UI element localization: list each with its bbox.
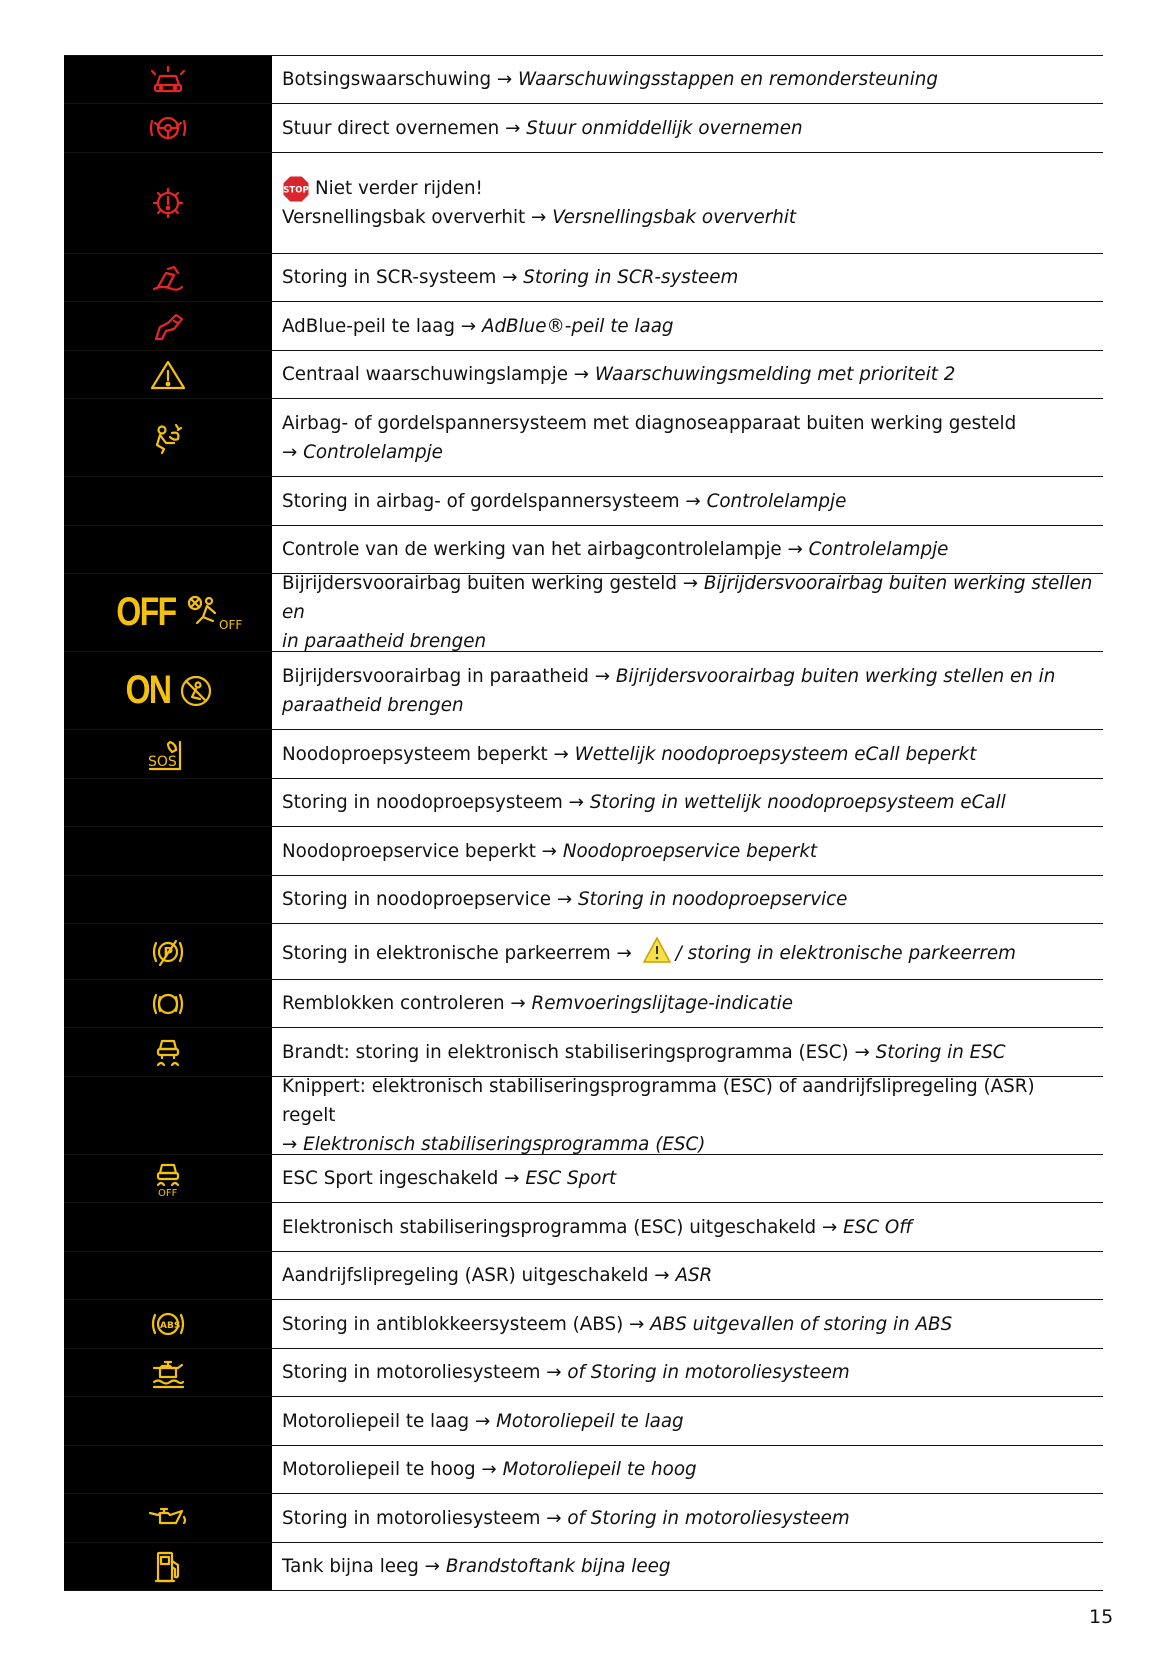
icon-cell-empty	[64, 1397, 272, 1445]
page-number: 15	[1089, 1606, 1114, 1628]
description-cell	[272, 399, 1103, 476]
table-row	[64, 1155, 1103, 1203]
steering-takeover-icon	[148, 113, 188, 143]
airbag-icon-cell	[64, 399, 272, 476]
description-line	[282, 1213, 1093, 1242]
description-cell	[272, 104, 1103, 152]
arrow-icon: →	[781, 539, 809, 560]
warning-text: AdBlue-peil te laag	[282, 315, 455, 337]
arrow-icon: →	[816, 1216, 844, 1238]
description-line	[282, 569, 1093, 627]
arrow-icon: →	[418, 1556, 446, 1577]
warning-text: Remblokken controleren	[282, 993, 505, 1014]
description-line	[282, 788, 1093, 817]
oil-can-icon	[146, 1503, 190, 1533]
warning-text: Noodoproepsysteem beperkt	[282, 743, 548, 765]
sos-icon	[146, 736, 190, 772]
table-row	[64, 104, 1103, 153]
table-row	[64, 1252, 1103, 1300]
table-row	[64, 254, 1103, 302]
esc-off-icon-cell	[64, 1155, 272, 1202]
arrow-icon: →	[547, 743, 575, 765]
gearbox-overheat-icon	[148, 186, 188, 220]
passenger-airbag-on-icon	[120, 668, 216, 713]
description-cell	[272, 153, 1103, 253]
description-cell	[272, 1494, 1103, 1542]
cross-reference-link[interactable]: of Storing in motoroliesysteem	[567, 1362, 850, 1383]
cross-reference-link[interactable]: Waarschuwingsstappen en remondersteuning	[518, 69, 938, 90]
description-line	[282, 1310, 1093, 1339]
table-row	[64, 1543, 1103, 1591]
table-row	[64, 779, 1103, 827]
description-cell	[272, 1252, 1103, 1299]
table-row	[64, 1077, 1103, 1155]
description-cell	[272, 876, 1103, 923]
passenger-airbag-off-icon-cell	[64, 574, 272, 651]
description-cell	[272, 1543, 1103, 1590]
icon-label: ON	[125, 668, 171, 712]
warning-text: Aandrijfslipregeling (ASR) uitgeschakeld	[282, 1265, 649, 1286]
arrow-icon: →	[454, 315, 482, 337]
description-cell	[272, 730, 1103, 778]
arrow-icon: →	[282, 1134, 304, 1155]
cross-reference-link[interactable]: paraatheid brengen	[282, 694, 464, 716]
brake-pads-icon-cell	[64, 980, 272, 1027]
warning-text: Storing in antiblokkeersysteem (ABS)	[282, 1313, 624, 1335]
table-row	[64, 876, 1103, 924]
description-line	[282, 989, 1093, 1018]
table-row	[64, 56, 1103, 104]
cross-reference-link[interactable]: Storing in SCR-systeem	[523, 267, 739, 288]
cross-reference-link[interactable]: Bijrijdersvoorairbag buiten werking stellen en in	[615, 665, 1056, 687]
table-row	[64, 1300, 1103, 1349]
sos-icon-cell	[64, 730, 272, 778]
description-cell	[272, 302, 1103, 350]
icon-cell-empty	[64, 1252, 272, 1299]
passenger-airbag-off-icon	[109, 590, 243, 635]
description-line	[282, 691, 1093, 720]
cross-reference-link[interactable]: / storing in elektronische parkeerrem	[675, 942, 1016, 964]
brake-pads-icon	[148, 987, 188, 1021]
description-line	[282, 65, 1093, 94]
table-row	[64, 924, 1103, 980]
description-cell	[272, 477, 1103, 525]
arrow-icon: →	[567, 364, 595, 385]
table-row	[64, 1397, 1103, 1446]
oil-level-icon	[148, 1356, 188, 1390]
arrow-icon: →	[282, 441, 304, 463]
arrow-icon: →	[491, 69, 519, 90]
table-row	[64, 980, 1103, 1028]
icon-label: OFF	[218, 617, 243, 632]
description-cell	[272, 827, 1103, 875]
cross-reference-link[interactable]: Bijrijdersvoorairbag buiten werking stellen en	[282, 573, 1093, 623]
gearbox-overheat-icon-cell	[64, 153, 272, 253]
cross-reference-link[interactable]: Stuur onmiddellijk overnemen	[526, 117, 803, 139]
arrow-icon: →	[469, 1410, 497, 1432]
abs-icon-cell	[64, 1300, 272, 1348]
description-line	[282, 1407, 1093, 1436]
description-line	[282, 535, 1093, 564]
parking-brake-icon-cell	[64, 924, 272, 979]
icon-cell-empty	[64, 1077, 272, 1154]
table-row	[64, 1203, 1103, 1252]
arrow-icon: →	[551, 889, 578, 910]
table-row	[64, 526, 1103, 574]
description-cell	[272, 56, 1103, 103]
warning-text: Bijrijdersvoorairbag in paraatheid	[282, 665, 589, 687]
description-line	[282, 740, 1093, 769]
cross-reference-link[interactable]: Motoroliepeil te laag	[496, 1410, 684, 1432]
cross-reference-link[interactable]: Controlelampje	[706, 490, 847, 512]
description-cell	[272, 980, 1103, 1027]
description-line	[282, 487, 1093, 516]
collision-warning-icon	[148, 65, 188, 95]
cross-reference-link[interactable]: ABS uitgevallen of storing in ABS	[650, 1313, 953, 1335]
table-row	[64, 477, 1103, 526]
warning-text: Centraal waarschuwingslampje	[282, 364, 568, 385]
table-row	[64, 153, 1103, 254]
cross-reference-link[interactable]: Storing in noodoproepservice	[577, 889, 848, 910]
icon-label: OFF	[116, 590, 176, 634]
description-cell	[272, 526, 1103, 573]
cross-reference-link[interactable]: in paraatheid brengen	[282, 631, 487, 652]
steering-takeover-icon-cell	[64, 104, 272, 152]
cross-reference-link[interactable]: Storing in wettelijk noodoproepsysteem eCall	[589, 792, 1006, 813]
stop-icon	[282, 175, 310, 203]
table-row	[64, 652, 1103, 730]
cross-reference-link[interactable]: Motoroliepeil te hoog	[502, 1459, 697, 1480]
cross-reference-link[interactable]: Waarschuwingsmelding met prioriteit 2	[594, 364, 956, 385]
arrow-icon: →	[562, 792, 590, 813]
description-line	[282, 114, 1093, 143]
description-line	[282, 936, 1093, 968]
description-cell	[272, 1077, 1103, 1154]
icon-label: SOS	[148, 754, 177, 770]
warning-text: Motoroliepeil te laag	[282, 1410, 470, 1432]
esc-icon	[150, 1035, 186, 1069]
airbag-icon	[148, 421, 188, 455]
warning-text: Brandt: storing in elektronisch stabiliseringsprogramma (ESC)	[282, 1041, 849, 1063]
icon-label: ABS	[160, 1321, 181, 1331]
description-line	[282, 409, 1093, 438]
table-row	[64, 1446, 1103, 1494]
description-line	[282, 837, 1093, 866]
table-row	[64, 399, 1103, 477]
cross-reference-link[interactable]: Brandstoftank bijna leeg	[445, 1556, 671, 1577]
warning-text: Airbag- of gordelspannersysteem met diagnoseapparaat buiten werking gesteld	[282, 412, 1017, 434]
arrow-icon: →	[475, 1459, 503, 1480]
description-cell	[272, 1300, 1103, 1348]
description-cell	[272, 351, 1103, 398]
warning-text: Storing in airbag- of gordelspannersysteem	[282, 490, 680, 512]
warning-text: Storing in motoroliesysteem	[282, 1507, 541, 1529]
description-line	[282, 1552, 1093, 1581]
description-line	[282, 360, 1093, 389]
warning-text: Controle van de werking van het airbagcontrolelampje	[282, 539, 782, 560]
table-row	[64, 1494, 1103, 1543]
warning-text: ESC Sport ingeschakeld	[282, 1168, 499, 1189]
warning-text: Bijrijdersvoorairbag buiten werking gesteld	[282, 573, 677, 594]
description-cell	[272, 1155, 1103, 1202]
arrow-icon: →	[535, 840, 563, 862]
warning-text: Storing in SCR-systeem	[282, 267, 497, 288]
description-cell	[272, 924, 1103, 979]
description-cell	[272, 652, 1103, 729]
scr-system-icon	[148, 263, 188, 293]
adblue-icon	[148, 309, 188, 343]
fuel-icon-cell	[64, 1543, 272, 1590]
stop-label: STOP	[283, 185, 309, 196]
description-cell	[272, 779, 1103, 826]
cross-reference-link[interactable]: Controlelampje	[303, 441, 443, 463]
scr-system-icon-cell	[64, 254, 272, 301]
table-row	[64, 1028, 1103, 1077]
table-row	[64, 1349, 1103, 1397]
passenger-airbag-on-icon-cell	[64, 652, 272, 729]
description-cell	[272, 1203, 1103, 1251]
icon-cell-empty	[64, 876, 272, 923]
icon-cell-empty	[64, 1203, 272, 1251]
esc-off-icon	[150, 1161, 186, 1197]
oil-level-icon-cell	[64, 1349, 272, 1396]
arrow-icon: →	[648, 1265, 676, 1286]
arrow-icon: →	[525, 207, 553, 228]
arrow-icon: →	[676, 573, 704, 594]
warning-text: Storing in noodoproepsysteem	[282, 792, 563, 813]
cross-reference-link[interactable]: ASR	[675, 1265, 713, 1286]
description-cell	[272, 574, 1103, 651]
warning-text: Knippert: elektronisch stabiliseringsprogramma (ESC) of aandrijfslipregeling (ASR) regelt	[282, 1076, 1035, 1126]
arrow-icon: →	[498, 1168, 526, 1189]
warning-text: Elektronisch stabiliseringsprogramma (ESC) uitgeschakeld	[282, 1216, 817, 1238]
description-line	[282, 1038, 1093, 1067]
table-row	[64, 302, 1103, 351]
description-line	[282, 662, 1093, 691]
icon-label: OFF	[158, 1187, 178, 1199]
collision-warning-icon-cell	[64, 56, 272, 103]
icon-cell-empty	[64, 477, 272, 525]
cross-reference-link[interactable]: Elektronisch stabiliseringsprogramma (ESC)	[303, 1134, 706, 1155]
cross-reference-link[interactable]: Controlelampje	[808, 539, 949, 560]
arrow-icon: →	[499, 117, 527, 139]
arrow-icon: →	[496, 267, 524, 288]
description-cell	[272, 1446, 1103, 1493]
warning-text: Botsingswaarschuwing	[282, 69, 492, 90]
oil-can-icon-cell	[64, 1494, 272, 1542]
warning-text: Storing in elektronische parkeerrem	[282, 942, 611, 964]
adblue-icon-cell	[64, 302, 272, 350]
fuel-icon	[148, 1549, 188, 1585]
table-row	[64, 574, 1103, 652]
cross-reference-link[interactable]: Versnellingsbak oververhit	[552, 207, 797, 228]
arrow-icon: →	[504, 993, 532, 1014]
arrow-icon: →	[623, 1313, 651, 1335]
cross-reference-link[interactable]: Storing in ESC	[875, 1041, 1006, 1063]
description-line	[282, 1072, 1093, 1130]
arrow-icon: →	[540, 1507, 568, 1529]
arrow-icon: →	[540, 1362, 568, 1383]
esc-icon-cell	[64, 1028, 272, 1076]
arrow-icon: →	[679, 490, 707, 512]
description-line	[282, 885, 1093, 914]
svg-text:P: P	[163, 945, 174, 961]
description-line	[282, 263, 1093, 292]
warning-triangle-icon	[148, 358, 188, 392]
description-line	[282, 174, 1093, 203]
warning-triangle-icon-cell	[64, 351, 272, 398]
warning-text: Storing in noodoproepservice	[282, 889, 552, 910]
table-row	[64, 351, 1103, 399]
arrow-icon: →	[610, 942, 638, 964]
parking-brake-icon	[148, 935, 188, 969]
icon-cell-empty	[64, 1446, 272, 1493]
description-line	[282, 312, 1093, 341]
warning-text: Niet verder rijden!	[315, 178, 483, 199]
warning-text: Stuur direct overnemen	[282, 117, 500, 139]
description-line	[282, 1358, 1093, 1387]
cross-reference-link[interactable]: ESC Off	[843, 1216, 913, 1238]
description-cell	[272, 254, 1103, 301]
icon-cell-empty	[64, 779, 272, 826]
icon-cell-empty	[64, 526, 272, 573]
description-line	[282, 1455, 1093, 1484]
description-cell	[272, 1397, 1103, 1445]
description-line	[282, 1261, 1093, 1290]
abs-icon	[148, 1307, 188, 1341]
description-line	[282, 203, 1093, 232]
warning-text: Tank bijna leeg	[282, 1556, 419, 1577]
description-line	[282, 438, 1093, 467]
warning-lights-table	[64, 55, 1103, 1591]
icon-cell-empty	[64, 827, 272, 875]
cross-reference-link[interactable]: Noodoproepservice beperkt	[562, 840, 818, 862]
warning-text: Noodoproepservice beperkt	[282, 840, 536, 862]
warning-text: Versnellingsbak oververhit	[282, 207, 526, 228]
cross-reference-link[interactable]: Remvoeringslijtage-indicatie	[531, 993, 793, 1014]
description-line	[282, 1164, 1093, 1193]
cross-reference-link[interactable]: Wettelijk noodoproepsysteem eCall beperkt	[574, 743, 977, 765]
table-row	[64, 827, 1103, 876]
table-row	[64, 730, 1103, 779]
cross-reference-link[interactable]: of Storing in motoroliesysteem	[567, 1507, 850, 1529]
cross-reference-link[interactable]: ESC Sport	[525, 1168, 617, 1189]
warning-triangle-icon	[642, 936, 672, 964]
warning-text: Motoroliepeil te hoog	[282, 1459, 476, 1480]
arrow-icon: →	[588, 665, 616, 687]
description-cell	[272, 1028, 1103, 1076]
cross-reference-link[interactable]: AdBlue®-peil te laag	[481, 315, 674, 337]
description-line	[282, 1504, 1093, 1533]
warning-text: Storing in motoroliesysteem	[282, 1362, 541, 1383]
arrow-icon: →	[848, 1041, 876, 1063]
description-cell	[272, 1349, 1103, 1396]
